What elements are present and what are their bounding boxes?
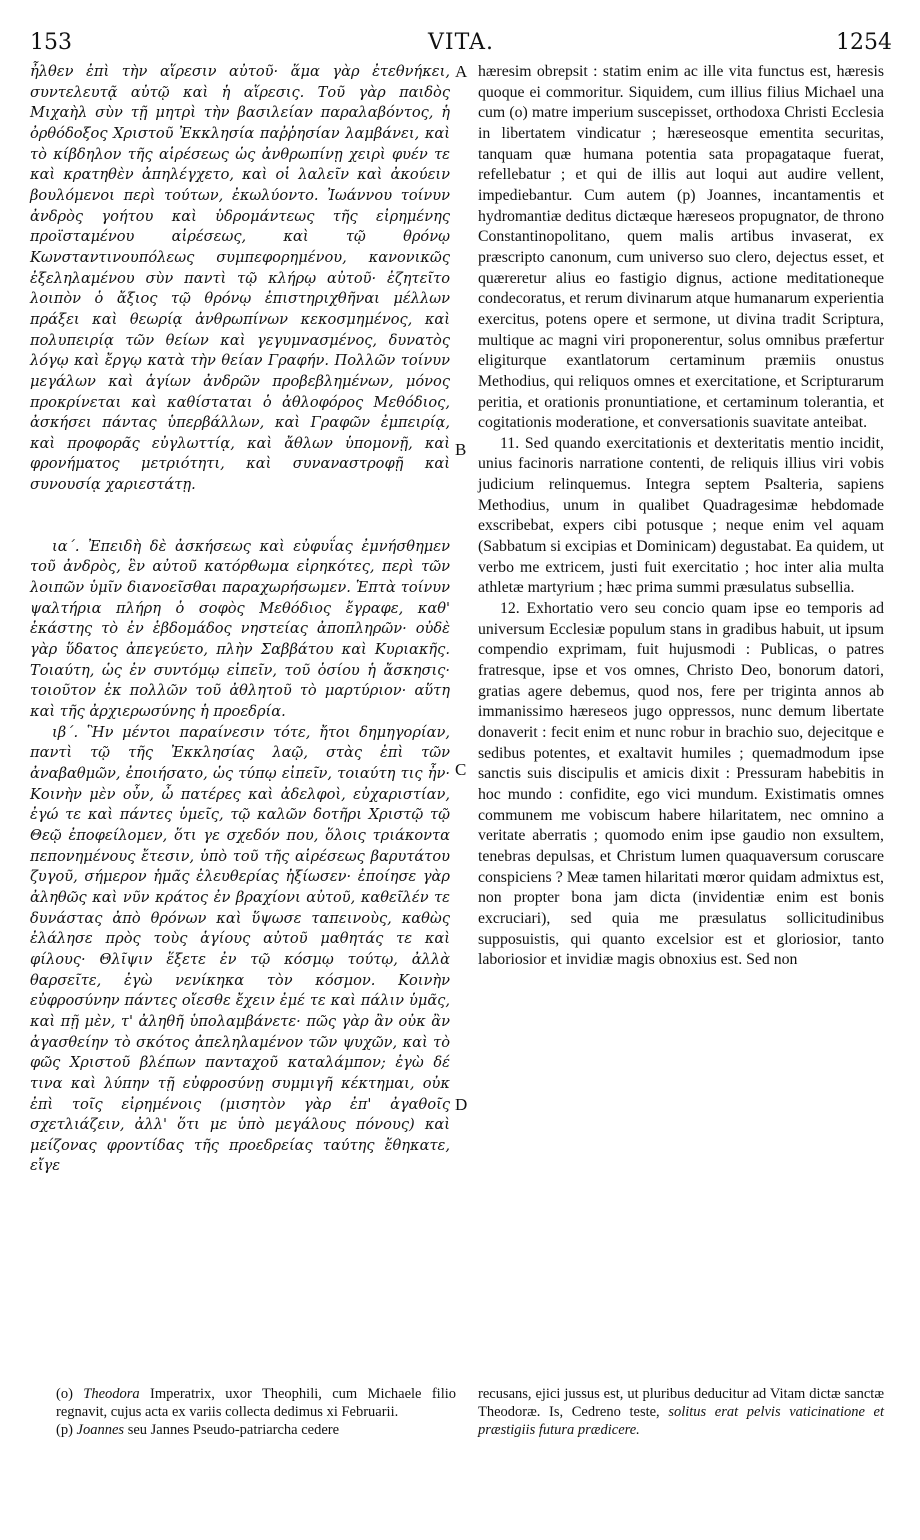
footnote-p xyxy=(56,1421,456,1439)
greek-paragraph-1: ἦλθεν ἐπὶ τὴν αἵρεσιν αὐτοῦ· ἅμα γὰρ ἐτεθνήκει, συντελευτᾷ αὐτῷ καὶ ἡ αἵρεσις. Τοῦ γὰρ παιδὸς Μιχαὴλ σὺν τῇ μητρὶ τὴν βασιλείαν παραλαβόντος, ἡ ὀρθόδοξος Χριστοῦ Ἐκκλησία παῤῥησίαν λαμβάνει, καὶ τὸ κίβδηλον τῆς αἱρέσεως ὡς ἀνθρωπίνῃ χειρὶ φυέν τε καὶ κρατηθὲν ἀπηλέγχετο, καὶ οἱ λαλεῖν καὶ ἀκούειν βουλόμενοι περὶ τούτων, ἐκωλύοντο. Ἰωάννου τοίνυν ἀνδρὸς γοήτου καὶ ὑδρομάντεως τῆς εἰρημένης προϊσταμένου αἱρέσεως, καὶ τῷ θρόνῳ Κωνσταντινουπόλεως συμπεφορημένου, κανονικῶς ἐξεληλαμένου σὺν παντὶ τῷ κλήρῳ αὐτοῦ· ἐζητεῖτο λοιπὸν ὁ ἄξιος τῷ θρόνῳ ἐπιστηριχθῆναι μέλλων πράξει καὶ θεωρίᾳ ἀνθρωπίνων κεκοσμημένος, καὶ πολυπειρίᾳ τῶν θείων καὶ γεγυμνασμένος, δυνατὸς λόγῳ καὶ ἔργῳ κατὰ τὴν θείαν Γραφήν. Πολλῶν τοίνυν μεγάλων καὶ ἁγίων ἀνδρῶν προβεβλημένων, μόνος προκρίνεται καὶ καθίσταται ὁ ἀθλοφόρος Μεθόδιος, ἀσκήσει πάντας ὑπερβάλλων, καὶ Γραφῶν ἐμπειρίᾳ, καὶ προφορᾶς εὐγλωττίᾳ, καὶ ἄθλων ὑπομονῇ, καὶ φρονήματος μετριότητι, καὶ συναναστροφῇ καὶ συνουσίᾳ χαριεστάτῃ. xyxy=(30,63,450,494)
margin-letter-b: B xyxy=(455,440,467,459)
margin-letter-d: D xyxy=(455,1095,468,1114)
page-header xyxy=(30,30,892,60)
latin-column xyxy=(478,62,884,971)
footnote-p-continued-text: recusans, ejici jussus est, ut pluribus deducitur ad Vitam dictæ sanctæ Theodoræ. Is, Cedreno teste, xyxy=(478,1386,884,1420)
footnote-p-text: seu Jannes Pseudo-patriarcha cedere xyxy=(127,1422,340,1438)
latin-paragraph-3: 12. Exhortatio vero seu concio quam ipse eo temporis ad universum Ecclesiæ populum stans in gradibus habuit, ut ipsum compendio exprimam, fuit hujusmodi : Publicas, o patres fratresque, ipse et vos omnes, Christo Deo, bonorum datori, gratias agere debemus, quod nos, fere per triginta annos ab immanissimo hæreseos jugo oppressos, nunc demum libertate donaverit : fecit enim et nunc robur in brachio suo, dejecitque e sedibus potentes, et exaltavit humiles ; quemadmodum ipse sanctis suis discipulis et amicis dixit : Pressuram habebitis in hoc mundo : confidite, ego vici mundum. Existimatis omnes communem me vobiscum habere hilaritatem, nec omnino a veritate aberratis ; quomodo enim ipse gaudio non exsultem, tenebras depulsas, et Christum lumen quaquaversum coruscare conspiciens ? Meæ tamen hilaritati mœror quidam admixtus est, non propter bona jam dicta (invidentiæ enim est bonis excruciari), sed quia me præsulatus sollicitudinibus supposuistis, qui quanto excelsior est et gloriosior, tanto laboriosior et invidiæ magis obnoxius est. Sed non xyxy=(478,600,884,969)
footnote-o-text: Imperatrix, uxor Theophili, cum Michaele filio regnavit, cujus acta ex variis collecta dedimus xi Februarii. xyxy=(56,1386,457,1420)
footnote-o-name: Theodora xyxy=(83,1386,140,1402)
footnotes-right xyxy=(478,1385,884,1439)
footnote-p-mark: (p) xyxy=(56,1422,73,1438)
running-title: VITA. xyxy=(428,30,494,55)
greek-paragraph-2: ια΄. Ἐπειδὴ δὲ ἀσκήσεως καὶ εὐφυΐας ἐμνήσθημεν τοῦ ἀνδρὸς, ἓν αὐτοῦ κατόρθωμα εἰρηκότες, περὶ τῶν λοιπῶν ὑμῖν διανοεῖσθαι παραχωρήσωμεν. Ἑπτὰ τοίνυν ψαλτήρια πλήρη ὁ σοφὸς Μεθόδιος ἔγραφε, καθ' ἑκάστης τὸ ἐν ἑβδομάδος νηστείας ἀποπληρῶν· οὐδὲ γὰρ ὕδατος ἀπεγεύετο, πλὴν Σαββάτου καὶ Κυριακῆς. Τοιαύτη, ὡς ἐν συντόμῳ εἰπεῖν, τοῦ ὁσίου ἡ ἄσκησις· τοιοῦτον ἐκ πολλῶν τοῦ ἀθλητοῦ τὸ μαρτύριον· αὕτη καὶ τῆς ἀρχιερωσύνης ἡ προεδρία. xyxy=(30,537,450,721)
footnote-p-name: Joannes xyxy=(76,1422,125,1438)
footnote-o xyxy=(56,1385,456,1421)
footnote-p-continued xyxy=(478,1385,884,1439)
page-number-left: 153 xyxy=(30,30,72,55)
margin-letter-a: A xyxy=(455,62,468,81)
footnote-p-continued-italic: solitus erat pelvis vaticinatione et præstigiis futura prædicere. xyxy=(478,1404,884,1438)
page-number-right: 1254 xyxy=(836,30,892,55)
greek-column xyxy=(30,62,450,1177)
greek-paragraph-3: ιβ΄. Ἣν μέντοι παραίνεσιν τότε, ἤτοι δημηγορίαν, παντὶ τῷ τῆς Ἐκκλησίας λαῷ, στὰς ἐπὶ τῶν ἀναβαθμῶν, ἐποιήσατο, ὡς τύπῳ εἰπεῖν, τοιαύτη τις ἦν· Κοινὴν μὲν οὖν, ὦ πατέρες καὶ ἀδελφοὶ, εὐχαριστίαν, ἐγώ τε καὶ πάντες ὑμεῖς, τῷ καλῶν δοτῆρι Χριστῷ τῷ Θεῷ ἐποφείλομεν, ὅτι γε σχεδόν που, ὅλοις τριάκοντα πεπονημένους ἔτεσιν, ὑπὸ τοῦ τῆς αἱρέσεως βαρυτάτου ζυγοῦ, σήμερον ἡμᾶς ἐλευθερίας ἠξίωσεν· ἐποίησε γὰρ ἀληθῶς καὶ νῦν κράτος ἐν βραχίονι αὐτοῦ, καθεῖλέν τε δυνάστας ἀπὸ θρόνων καὶ ὕψωσε ταπεινοὺς, καθὼς ἐλάλησε πρὸς τοὺς ἁγίους αὐτοῦ μαθητάς τε καὶ φίλους· Θλῖψιν ἕξετε ἐν τῷ κόσμῳ τούτῳ, ἀλλὰ θαρσεῖτε, ἐγὼ νενίκηκα τὸν κόσμον. Κοινὴν εὐφροσύνην πάντες οἴεσθε ἔχειν ἐμέ τε καὶ πάλιν ὑμᾶς, καὶ πῇ μὲν, τ' ἀληθῆ ὑπολαμβάνετε· πῶς γὰρ ἂν οὐκ ἂν ἀγασθείην τὸ σκότος ἀπεληλαμένον τῶν ψυχῶν, καὶ τὸ φῶς Χριστοῦ βλέπων πανταχοῦ καταλάμπον; ἐγὼ δέ τινα καὶ λύπην τῇ εὐφροσύνῃ συμμιγῆ κέκτημαι, οὐκ ἐπὶ τοῖς εἰρημένοις (μισητὸν γὰρ ἐπ' ἀγαθοῖς σχετλιάζειν, ἀλλ' ὅτι με ὑπὸ μεγάλους πόνους) καὶ μείζονας φροντίδας τῆς προεδρείας ταύτης ἔθηκατε, εἴγε xyxy=(30,723,450,1175)
footnotes-left xyxy=(56,1385,456,1439)
paragraph-gap xyxy=(30,496,450,537)
margin-letter-c: C xyxy=(455,760,467,779)
latin-paragraph-2: 11. Sed quando exercitationis et dexteritatis mentio incidit, unius facinoris narratione contenti, de reliquis illius viri vobis judicium relinquemus. Integra septem Psalteria, sapiens Methodius, unum in qualibet Quadragesimæ hebdomade exscribebat, expers cibi potusque ; neque enim vel aquam (Sabbatum si excipias et Dominicam) degustabat. Ea quidem, ut verbo me extricem, justi fuit exercitatio ; hoc inter alia multa athletæ martyrium ; hæc prima summi præsulatus subsellia. xyxy=(478,434,884,597)
latin-paragraph-1: hæresim obrepsit : statim enim ac ille vita functus est, hæresis quoque ei commoritur. Siquidem, cum illius filius Michael una cum (o) matre imperium suscepisset, orthodoxa Christi Ecclesia in libertatem vindicatur ; hæreseosque ementita securitas, tanquam quæ humana potentia sata propagataque fuerat, refellebatur ; et qui de illis aut loqui aut audire vellent, impediebantur. Cum autem (p) Joannes, incantamentis et hydromantiæ deditus dictæque hæreseos propugnator, de throno Constantinopolitano, quem malis artibus invaserat, ex præscripto canonum, cum universo suo clero, dejectus esset, et quæreretur alius eo fastigio dignus, actione meditationeque condecoratus, et rerum divinarum atque humanarum experientia exercitus, potens opere et sermone, ut divina tradit Scriptura, multique ac magni viri proponerentur, solus omnibus præfertur eligiturque exantlatorum certaminum præmiis onustus Methodius, qui reliquos omnes et exercitatione, et Scripturarum peritia, et orationis pronuntiatione, et certaminum tolerantia, et cogitationis moderatione, et conversationis suavitate anteibat. xyxy=(478,63,884,432)
footnote-o-mark: (o) xyxy=(56,1386,73,1402)
